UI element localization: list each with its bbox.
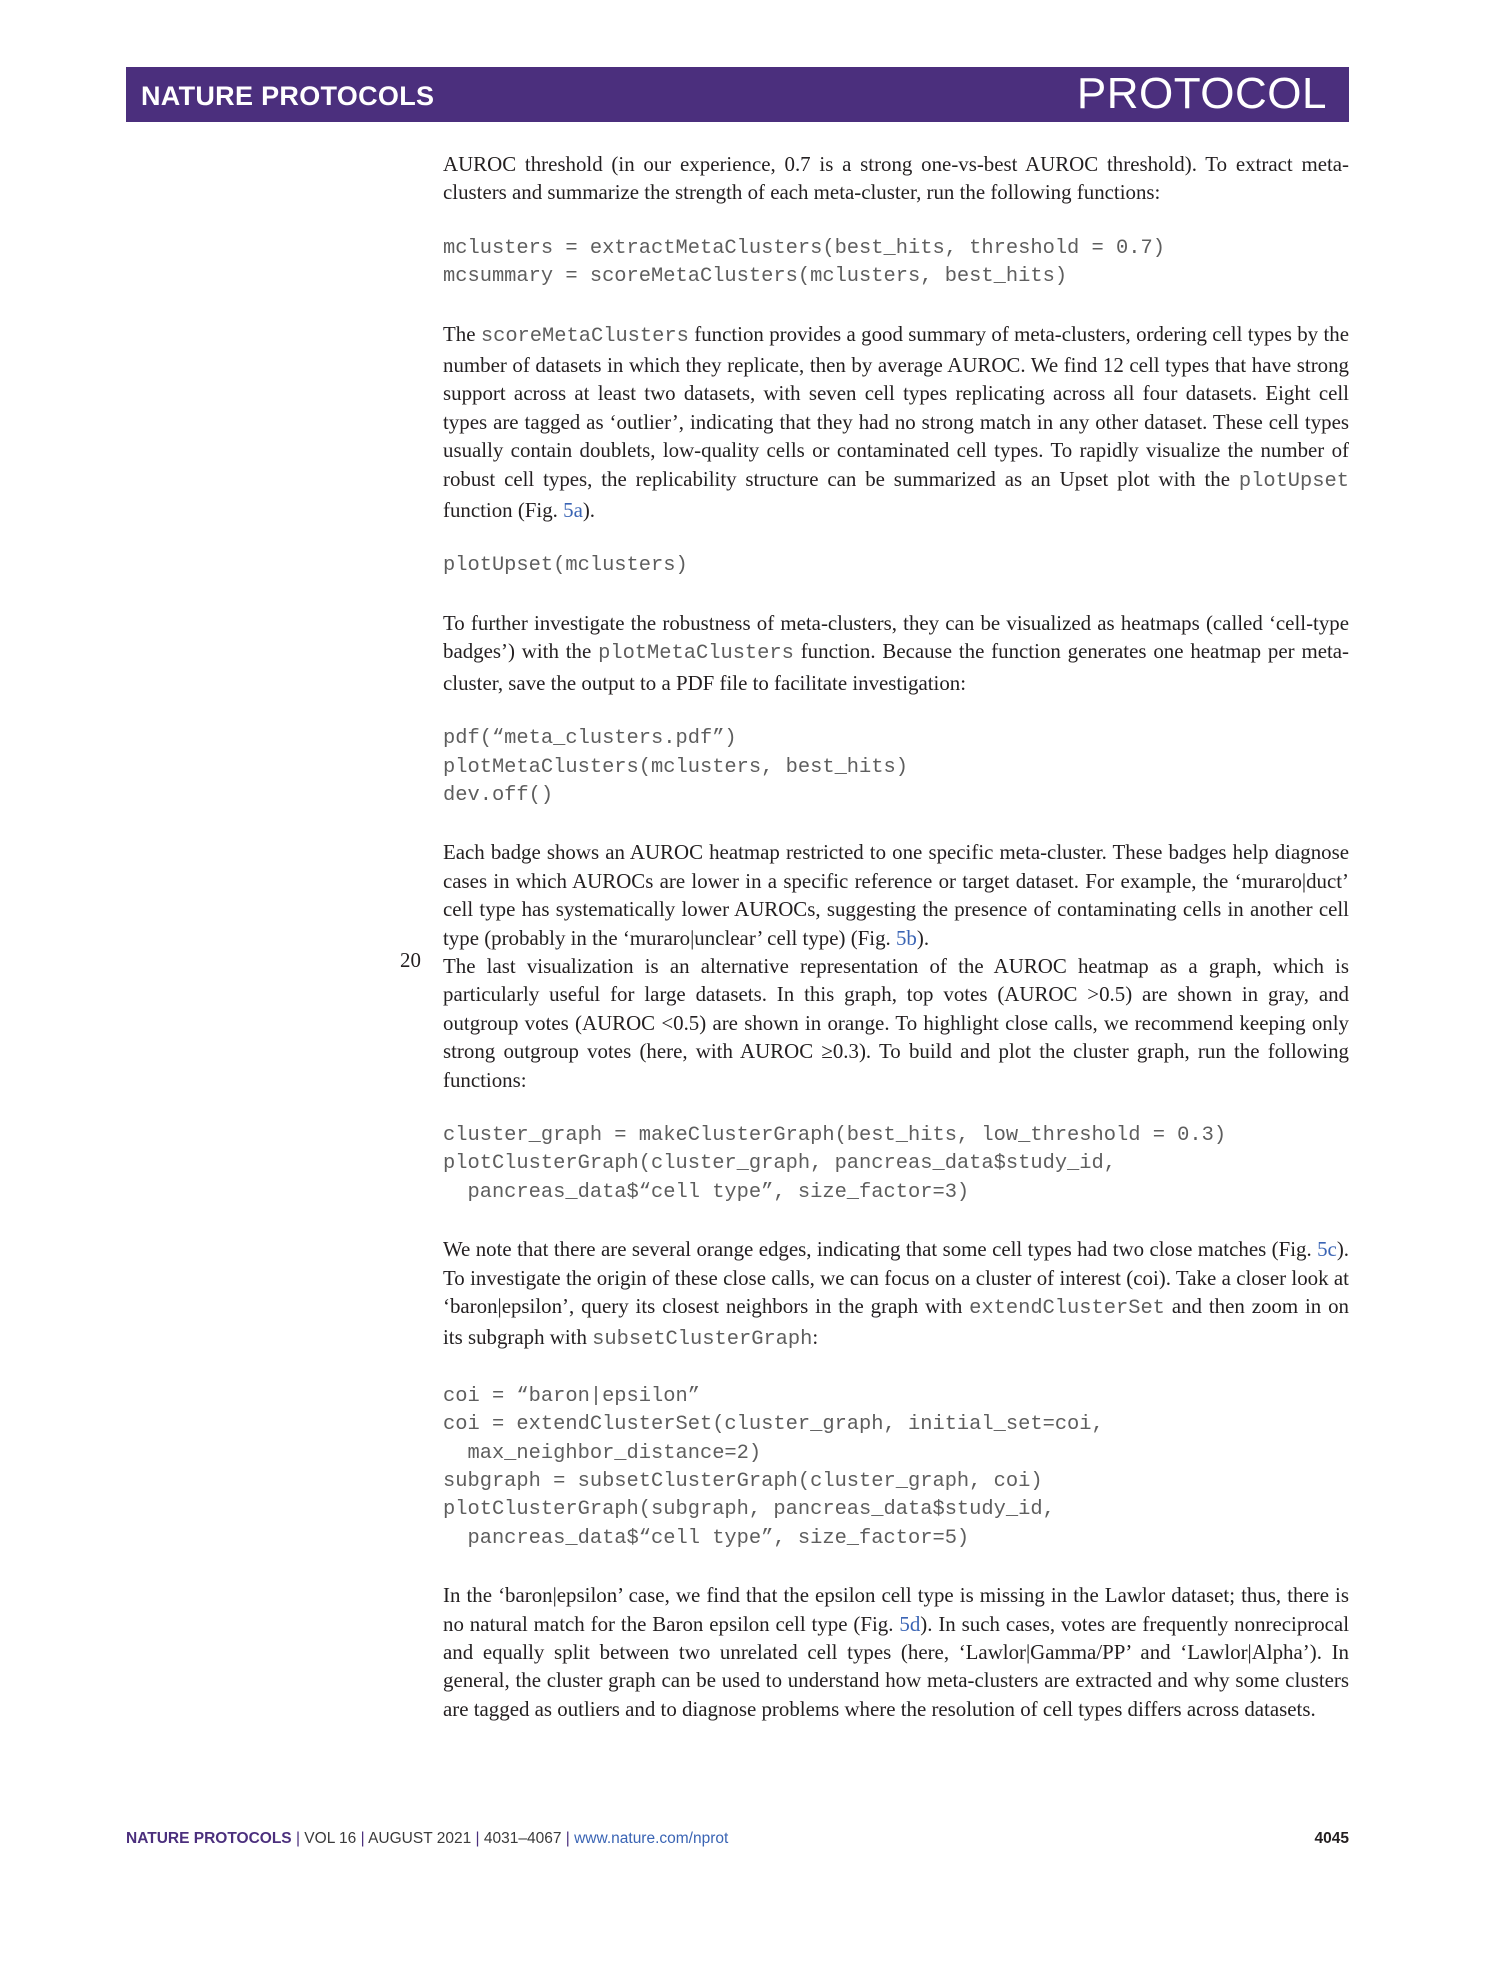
code-block-4: cluster_graph = makeClusterGraph(best_hits, low_threshold = 0.3) plotClusterGraph(cluster_graph, pancreas_data$study_id, pancreas_data$“cell type”, size_factor=3) bbox=[443, 1123, 1227, 1204]
footer-journal: NATURE PROTOCOLS bbox=[126, 1830, 292, 1847]
journal-header-bar bbox=[126, 67, 1349, 122]
function-name: extendClusterSet bbox=[969, 1297, 1165, 1320]
code-block-1: mclusters = extractMetaClusters(best_hits, threshold = 0.7) mcsummary = scoreMetaClusters(mclusters, best_hits) bbox=[443, 236, 1165, 289]
paragraph-1: AUROC threshold (in our experience, 0.7 is a strong one-vs-best AUROC threshold). To extract meta-clusters and summarize the strength of each meta-cluster, run the following functions: bbox=[443, 152, 1349, 205]
journal-name: NATURE PROTOCOLS bbox=[141, 81, 435, 111]
paragraph-3: To further investigate the robustness of meta-clusters, they can be visualized as heatmaps (called ‘cell-type badges’) with the plotMetaClusters function. Because the function generates one heatmap per meta-cluster, save the output to a PDF file to facilitate investigation: bbox=[443, 610, 1349, 695]
function-name: subsetClusterGraph bbox=[592, 1328, 813, 1352]
figure-link[interactable]: 5b bbox=[895, 925, 917, 950]
function-name: plotUpset bbox=[1238, 469, 1349, 493]
footer-url-link[interactable]: www.nature.com/nprot bbox=[574, 1830, 729, 1847]
figure-link[interactable]: 5a bbox=[563, 498, 583, 523]
line-number: 20 bbox=[400, 948, 421, 972]
footer-citation: NATURE PROTOCOLS | VOL 16 | AUGUST 2021 | 4031–4067 | www.nature.com/nprot bbox=[126, 1830, 729, 1847]
paragraph-5: The last visualization is an alternative representation of the AUROC heatmap as a graph, which is particularly useful for large datasets. In this graph, top votes (AUROC >0.5) are shown in gray, and outgroup votes (AUROC <0.5) are shown in orange. To highlight close calls, we recommend keeping only strong outgroup votes (here, with AUROC ≥0.3). To build and plot the cluster graph, run the following functions: bbox=[443, 953, 1349, 1092]
paragraph-2: The scoreMetaClusters function provides a good summary of meta-clusters, ordering cell types by the number of datasets in which they replicate, then by average AUROC. We find 12 cell types that have strong support across at least two datasets, with seven cell types replicating across all four datasets. Eight cell types are tagged as ‘outlier’, indicating that they had no strong match in any other dataset. These cell types usually contain doublets, low-quality cells or contaminated cell types. To rapidly visualize the number of robust cell types, the replicability structure can be summarized as an Upset plot with the plotUpset function (Fig. 5a). bbox=[443, 321, 1349, 523]
code-block-2: plotUpset(mclusters) bbox=[443, 554, 688, 578]
footer-date: AUGUST 2021 bbox=[368, 1830, 472, 1847]
footer-volume: VOL 16 bbox=[304, 1830, 357, 1847]
paragraph-6: We note that there are several orange edges, indicating that some cell types had two close matches (Fig. 5c). To investigate the origin of these close calls, we can focus on a cluster of interest (coi). Take a closer look at ‘baron|epsilon’, query its closest neighbors in the graph with extendClusterSet and then zoom in on its subgraph with subsetClusterGraph: bbox=[443, 1237, 1349, 1352]
footer-pages: 4031–4067 bbox=[483, 1830, 562, 1847]
function-name: scoreMetaClusters bbox=[480, 324, 689, 348]
page-number: 4045 bbox=[1314, 1830, 1349, 1847]
figure-link[interactable]: 5c bbox=[1317, 1237, 1337, 1262]
code-block-3: pdf(“meta_clusters.pdf”) plotMetaClusters(mclusters, best_hits) dev.off() bbox=[443, 727, 908, 807]
paragraph-7: In the ‘baron|epsilon’ case, we find that the epsilon cell type is missing in the Lawlor dataset; thus, there is no natural match for the Baron epsilon cell type (Fig. 5d). In such cases, votes are frequently nonreciprocal and equally split between two unrelated cell types (here, ‘Lawlor|Gamma/PP’ and ‘Lawlor|Alpha’). In general, the cluster graph can be used to understand how meta-clusters are extracted and why some clusters are tagged as outliers and to diagnose problems where the resolution of cell types differs across datasets. bbox=[443, 1583, 1350, 1721]
section-label: PROTOCOL bbox=[1076, 69, 1327, 118]
function-name: plotMetaClusters bbox=[598, 642, 794, 666]
figure-link[interactable]: 5d bbox=[899, 1611, 921, 1636]
code-block-5: coi = “baron|epsilon” coi = extendClusterSet(cluster_graph, initial_set=coi, max_neighbor_distance=2) subgraph = subsetClusterGraph(cluster_graph, coi) plotClusterGraph(subgraph, pancreas_data$study_id, pancreas_data$“cell type”, size_factor=5) bbox=[443, 1384, 1104, 1550]
paragraph-4: Each badge shows an AUROC heatmap restricted to one specific meta-cluster. These badges help diagnose cases in which AUROCs are lower in a specific reference or target dataset. For example, the ‘muraro|duct’ cell type has systematically lower AUROCs, suggesting the presence of contaminating cells in another cell type (probably in the ‘muraro|unclear’ cell type) (Fig. 5b). bbox=[443, 840, 1349, 950]
article-body bbox=[443, 150, 1349, 1723]
